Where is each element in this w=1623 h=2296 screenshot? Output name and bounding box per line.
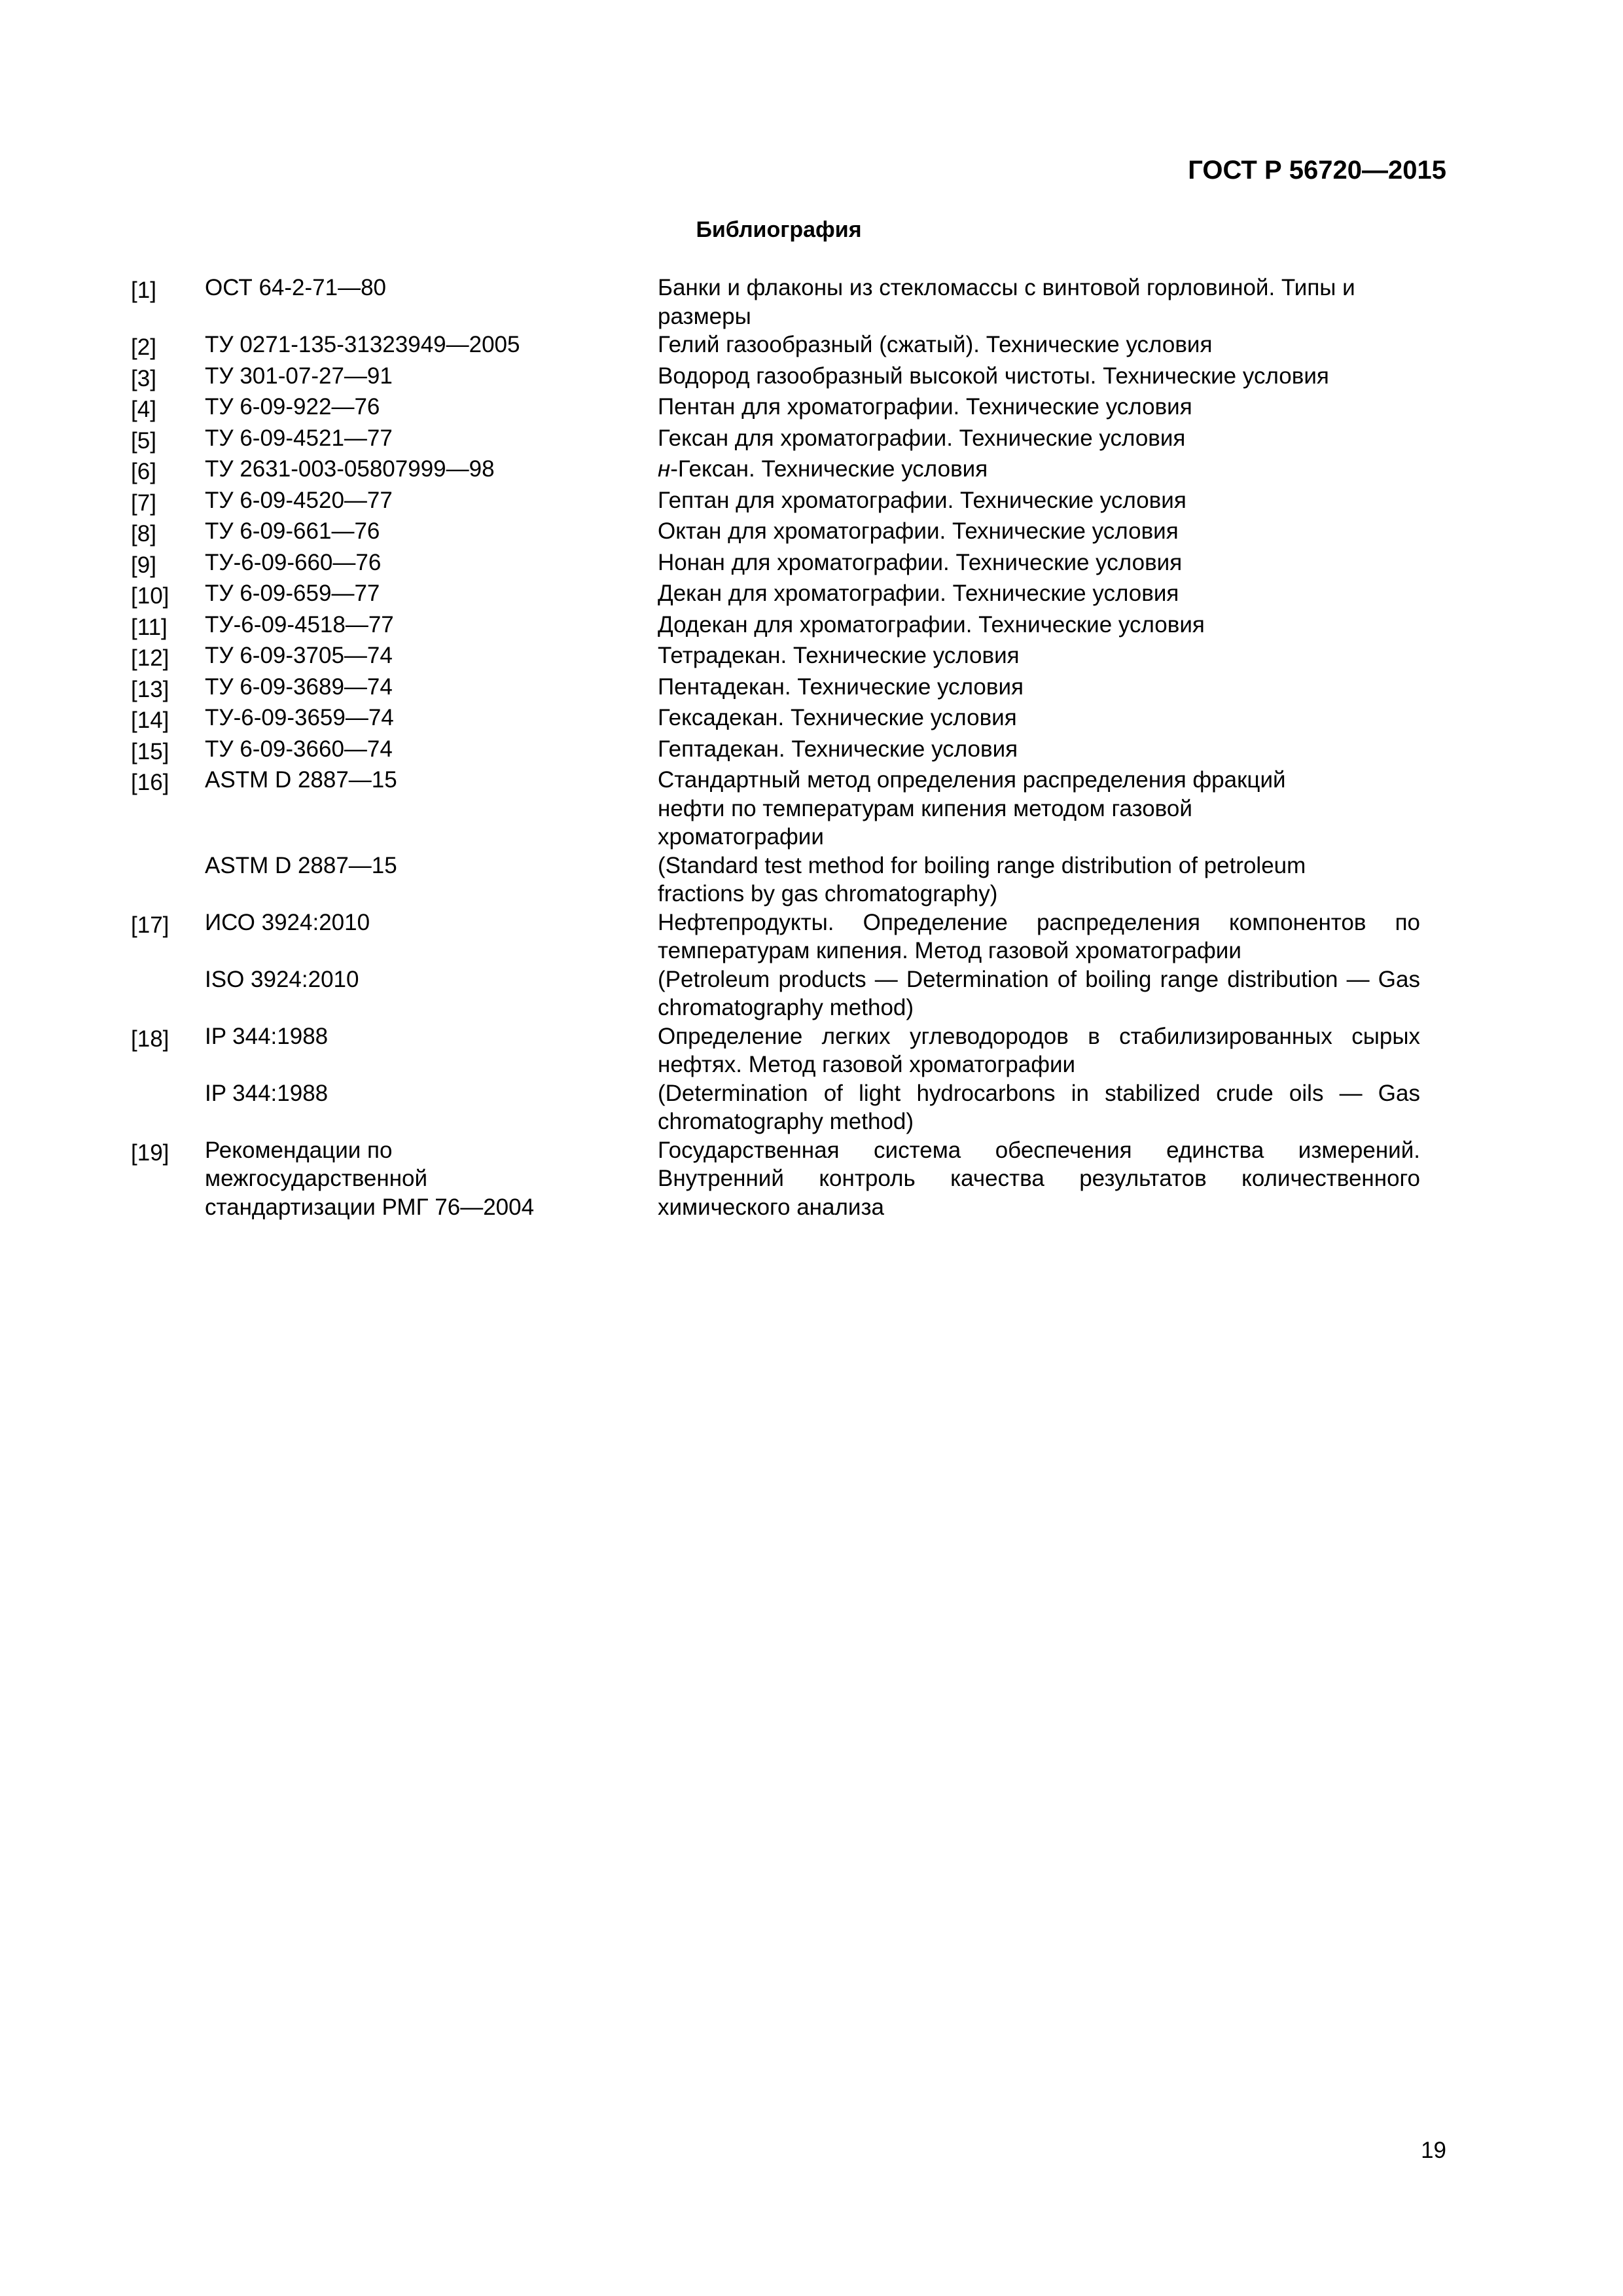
entry-code: ТУ 6-09-3689—74 (205, 673, 393, 700)
entry-number: [12] (131, 645, 169, 671)
entry-number (131, 965, 205, 968)
entry-code: ASTM D 2887—15 (205, 767, 397, 793)
bibliography-entry (131, 641, 1420, 673)
bibliography-entry (131, 362, 1420, 393)
bibliography-entry (131, 455, 1420, 486)
entry-title: Гептадекан. Технические условия (658, 736, 1018, 762)
bibliography-entry (131, 424, 1420, 456)
entry-title: Пентадекан. Технические условия (658, 673, 1024, 700)
entry-code: ТУ 6-09-661—76 (205, 518, 380, 544)
entry-title: Определение легких углеводородов в стабилизированных сырых нефтях. Метод газовой хроматографии (658, 1023, 1420, 1077)
entry-title: (Standard test method for boiling range distribution of petroleum fractions by gas chromatography) (658, 852, 1306, 906)
section-title: Библиография (696, 217, 862, 242)
entry-code: ТУ 6-09-3705—74 (205, 643, 393, 668)
entry-title: Октан для хроматографии. Технические условия (658, 518, 1179, 544)
bibliography-entry (131, 852, 1420, 908)
entry-title: Гелий газообразный (сжатый). Технические условия (658, 332, 1213, 357)
bibliography-entry (131, 1079, 1420, 1136)
entry-title: (Petroleum products — Determination of boiling range distribution — Gas chromatography method) (658, 966, 1420, 1020)
entry-number: [14] (131, 708, 169, 733)
entry-number (131, 852, 205, 854)
entry-title: Гексадекан. Технические условия (658, 705, 1017, 730)
bibliography-entry (131, 274, 1420, 331)
entry-number: [7] (131, 490, 156, 516)
entry-number: [2] (131, 334, 156, 360)
page-number: 19 (1421, 2138, 1446, 2163)
entry-number: [17] (131, 912, 169, 938)
entry-code: ASTM D 2887—15 (205, 852, 397, 878)
entry-code: ИСО 3924:2010 (205, 909, 370, 935)
entry-code: ТУ 6-09-4520—77 (205, 487, 393, 513)
entry-code: IP 344:1988 (205, 1023, 329, 1049)
entry-title-rest: -Гексан. Технические условия (670, 456, 988, 482)
entry-number: [4] (131, 397, 156, 422)
entry-number: [19] (131, 1139, 169, 1166)
entry-title: Гептан для хроматографии. Технические условия (658, 487, 1186, 513)
entry-code: IP 344:1988 (205, 1080, 329, 1106)
bibliography-entry (131, 517, 1420, 548)
entry-title: Стандартный метод определения распределения фракций нефти по температурам кипения методом газовой хроматографии (658, 767, 1286, 850)
entry-title: Гексан для хроматографии. Технические условия (658, 425, 1186, 451)
bibliography-entry (131, 548, 1420, 580)
entry-title: (Determination of light hydrocarbons in stabilized crude oils — Gas chromatography method) (658, 1080, 1420, 1134)
bibliography-entry (131, 704, 1420, 735)
entry-code: Рекомендации по межгосударственной стандартизации РМГ 76—2004 (205, 1137, 535, 1220)
bibliography-entry (131, 1022, 1420, 1079)
entry-number: [13] (131, 676, 169, 702)
bibliography-entry (131, 965, 1420, 1022)
bibliography-entry (131, 331, 1420, 362)
entry-number: [10] (131, 583, 169, 609)
entry-number: [16] (131, 770, 169, 795)
entry-number: [18] (131, 1026, 169, 1052)
entry-code: ТУ 6-09-659—77 (205, 581, 380, 606)
entry-code: ТУ 301-07-27—91 (205, 363, 393, 389)
entry-number: [5] (131, 427, 156, 454)
entry-title: Декан для хроматографии. Технические условия (658, 581, 1179, 606)
entry-title: Банки и флаконы из стекломассы с винтовой горловиной. Типы и размеры (658, 275, 1355, 329)
entry-code: ТУ 6-09-3660—74 (205, 736, 393, 762)
entry-title: Нонан для хроматографии. Технические условия (658, 549, 1183, 575)
entry-code: ОСТ 64-2-71—80 (205, 275, 387, 300)
entry-number: [1] (131, 278, 156, 303)
bibliography-entry (131, 766, 1420, 852)
bibliography-entry (131, 908, 1420, 965)
bibliography-list (131, 274, 1420, 1221)
entry-code: ТУ 6-09-922—76 (205, 394, 380, 420)
entry-code: ТУ-6-09-4518—77 (205, 611, 394, 637)
entry-number: [11] (131, 614, 168, 640)
document-code: ГОСТ Р 56720—2015 (1188, 156, 1446, 185)
entry-number: [8] (131, 521, 156, 547)
entry-code: ТУ-6-09-3659—74 (205, 705, 394, 730)
entry-number: [15] (131, 738, 169, 764)
entry-number (131, 1079, 205, 1082)
entry-title: Пентан для хроматографии. Технические условия (658, 394, 1192, 420)
bibliography-entry (131, 579, 1420, 611)
entry-title: Додекан для хроматографии. Технические условия (658, 611, 1205, 637)
entry-code: ТУ-6-09-660—76 (205, 549, 382, 575)
entry-title-italic: н (658, 456, 671, 482)
entry-title: Нефтепродукты. Определение распределения компонентов по температурам кипения. Метод газовой хроматографии (658, 909, 1420, 963)
entry-title (658, 455, 1420, 484)
entry-number: [3] (131, 365, 156, 391)
entry-code: ISO 3924:2010 (205, 966, 359, 992)
entry-title: Водород газообразный высокой чистоты. Технические условия (658, 363, 1329, 389)
entry-number: [6] (131, 459, 156, 484)
entry-title: Государственная система обеспечения единства измерений. Внутренний контроль качества результатов количественного химического анализа (658, 1137, 1420, 1220)
entry-code: ТУ 2631-003-05807999—98 (205, 456, 495, 482)
entry-number: [9] (131, 552, 156, 578)
entry-code: ТУ 0271-135-31323949—2005 (205, 332, 520, 357)
bibliography-entry (131, 673, 1420, 704)
bibliography-entry (131, 611, 1420, 642)
entry-title: Тетрадекан. Технические условия (658, 643, 1020, 668)
bibliography-entry (131, 393, 1420, 424)
entry-code: ТУ 6-09-4521—77 (205, 425, 393, 451)
bibliography-entry (131, 735, 1420, 766)
bibliography-entry (131, 1136, 1420, 1222)
bibliography-entry (131, 486, 1420, 518)
